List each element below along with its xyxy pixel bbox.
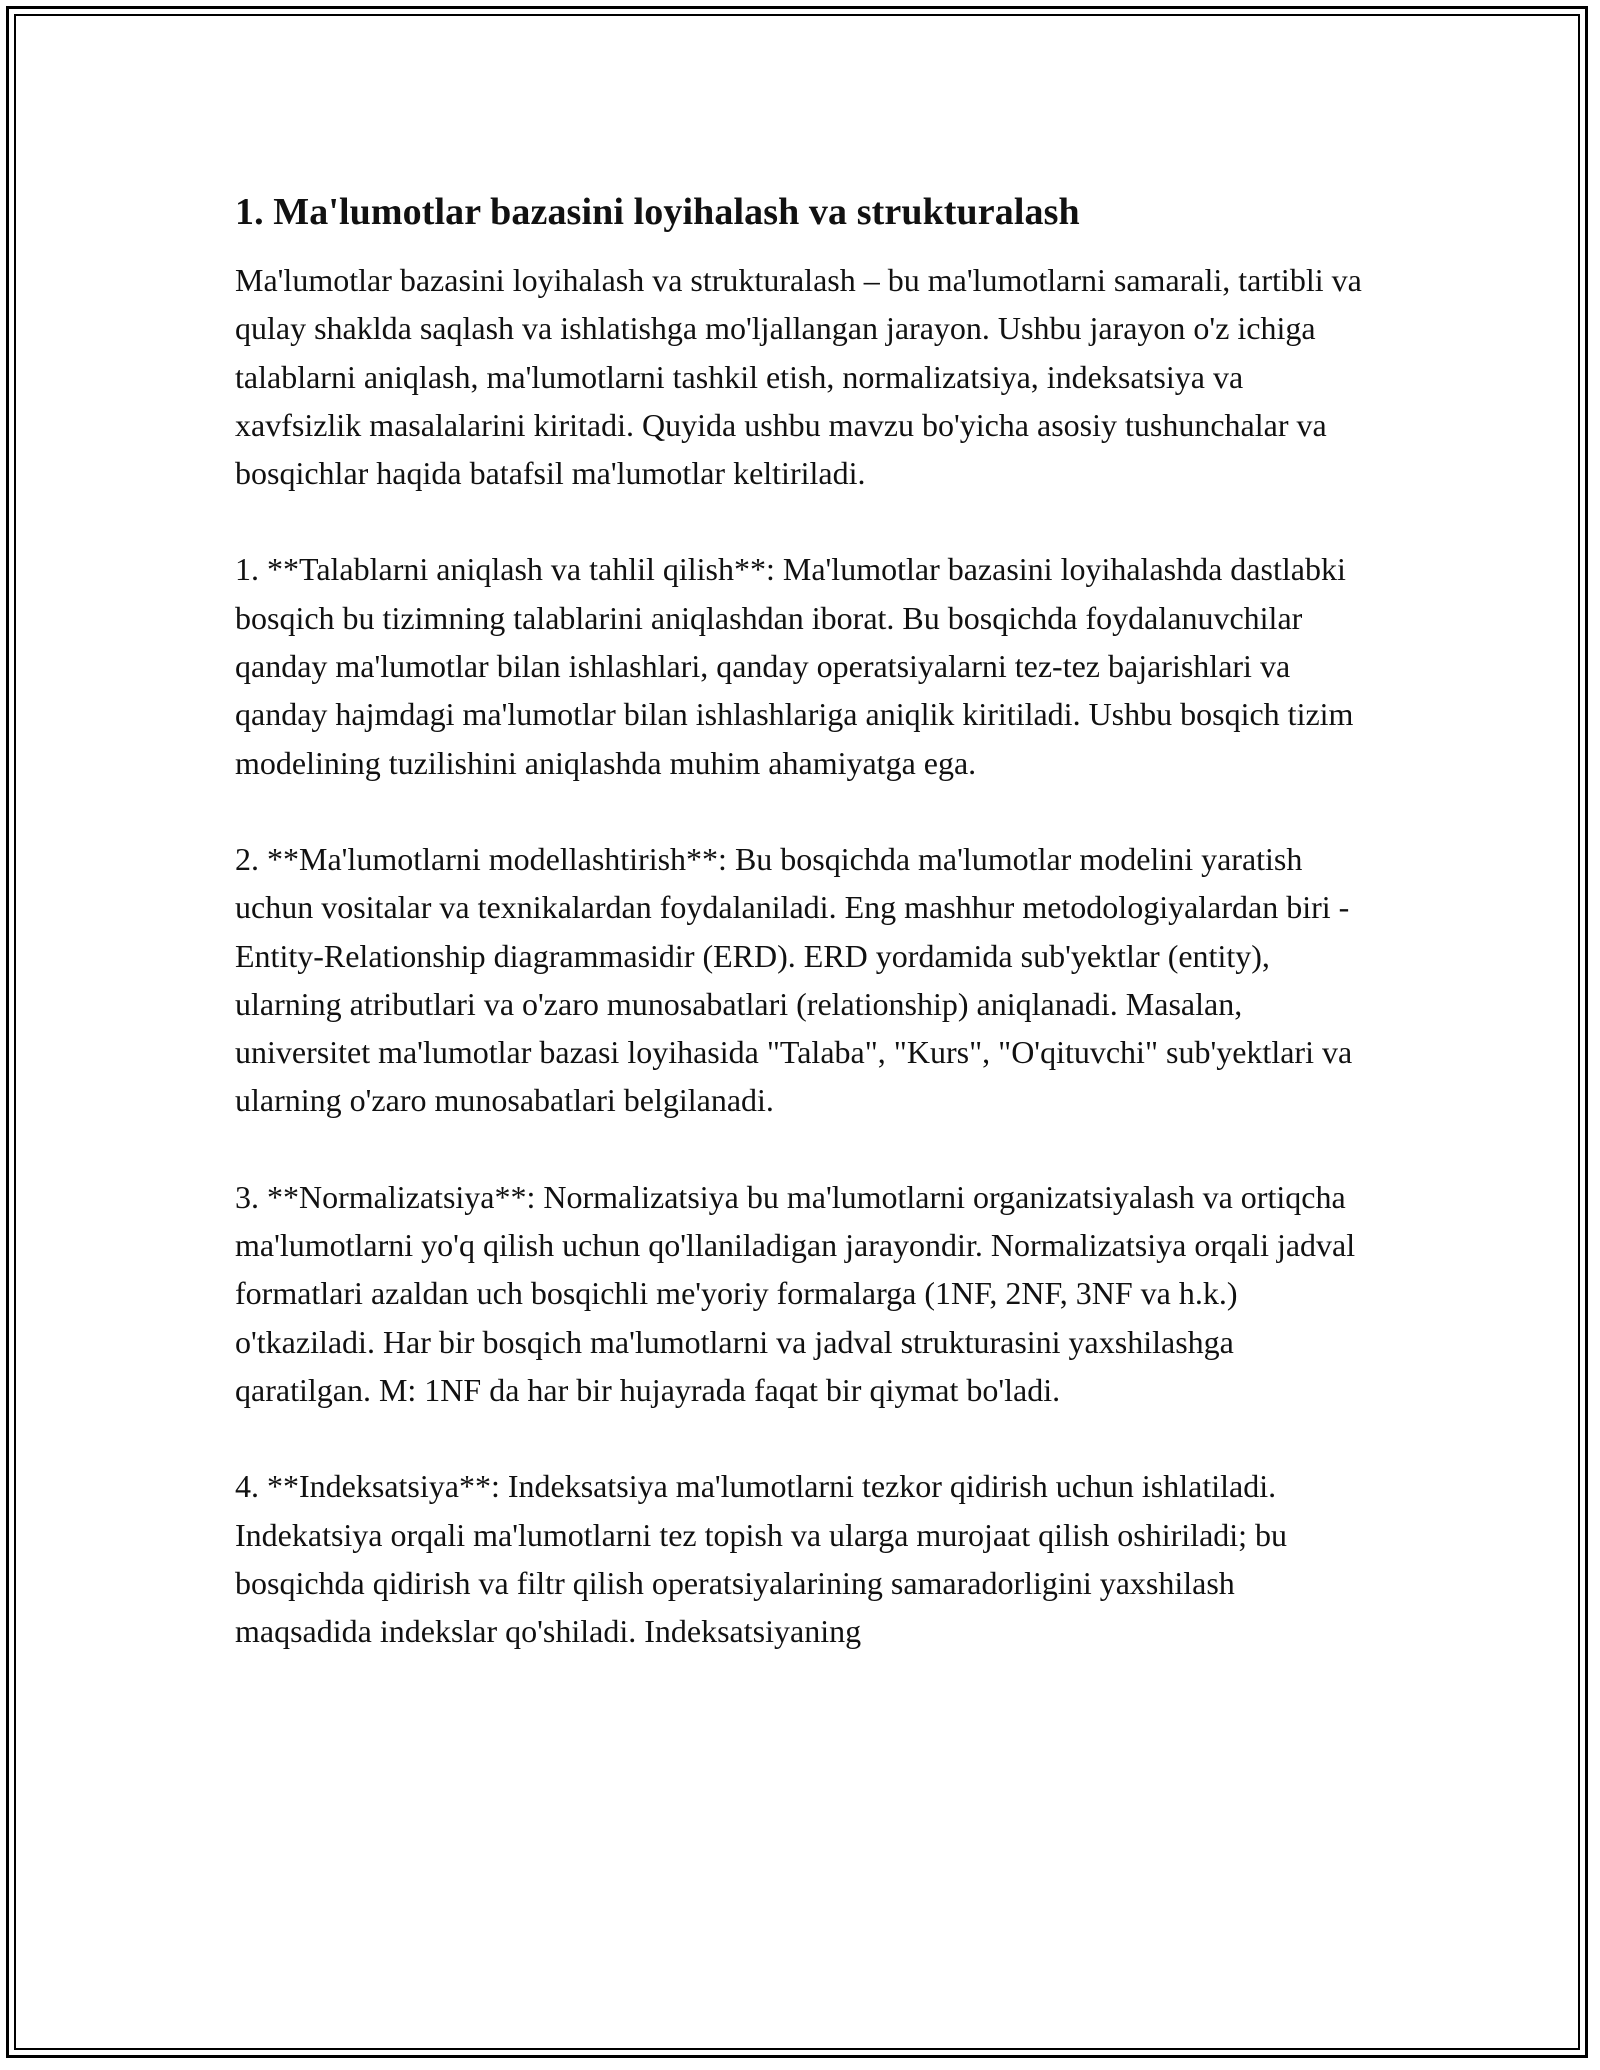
paragraph-requirements: 1. **Talablarni aniqlash va tahlil qilish**: Ma'lumotlar bazasini loyihalashda dastlabki bosqich bu tizimning talablarini aniqlashdan iborat. Bu bosqichda foydalanuvchilar qanday ma'lumotlar bilan ishlashlari, qanday operatsiyalarni tez-tez bajarishlari va qanday hajmdagi ma'lumotlar bilan ishlashlariga aniqlik kiritiladi. Ushbu bosqich tizim modelining tuzilishini aniqlashda muhim ahamiyatga ega. (235, 551, 1354, 781)
paragraph-normalization: 3. **Normalizatsiya**: Normalizatsiya bu ma'lumotlarni organizatsiyalash va ortiqcha ma'lumotlarni yo'q qilish uchun qo'llaniladigan jarayondir. Normalizatsiya orqali jadval formatlari azaldan uch bosqichli me'yoriy formalarga (1NF, 2NF, 3NF va h.k.) o'tkaziladi. Har bir bosqich ma'lumotlarni va jadval strukturasini yaxshilashga qaratilgan. M: 1NF da har bir hujayrada faqat bir qiymat bo'ladi. (235, 1178, 1356, 1408)
paragraph-indexing: 4. **Indeksatsiya**: Indeksatsiya ma'lumotlarni tezkor qidirish uchun ishlatiladi. Indekatsiya orqali ma'lumotlarni tez topish va ularga murojaat qilish oshiriladi; bu bosqichda qidirish va filtr qilish operatsiyalarining samaradorligini yaxshilash maqsadida indekslar qo'shiladi. Indeksatsiyaning (235, 1468, 1288, 1650)
intro-paragraph: Ma'lumotlar bazasini loyihalash va strukturalash – bu ma'lumotlarni samarali, tartibli va qulay shaklda saqlash va ishlatishga mo'ljallangan jarayon. Ushbu jarayon o'z ichiga talablarni aniqlash, ma'lumotlarni tashkil etish, normalizatsiya, indeksatsiya va xavfsizlik masalalarini kiritadi. Quyida ushbu mavzu bo'yicha asosiy tushunchalar va bosqichlar haqida batafsil ma'lumotlar keltiriladi. (235, 262, 1362, 492)
document-body (235, 186, 1370, 1703)
paragraph-modeling: 2. **Ma'lumotlarni modellashtirish**: Bu bosqichda ma'lumotlar modelini yaratish uchun vositalar va texnikalardan foydalaniladi. Eng mashhur metodologiyalardan biri - Entity-Relationship diagrammasidir (ERD). ERD yordamida sub'yektlar (entity), ularning atributlari va o'zaro munosabatlari (relationship) aniqlanadi. Masalan, universitet ma'lumotlar bazasi loyihasida "Talaba", "Kurs", "O'qituvchi" sub'yektlari va ularning o'zaro munosabatlari belgilanadi. (235, 840, 1353, 1119)
section-heading: 1. Ma'lumotlar bazasini loyihalash va strukturalash (235, 191, 1080, 233)
